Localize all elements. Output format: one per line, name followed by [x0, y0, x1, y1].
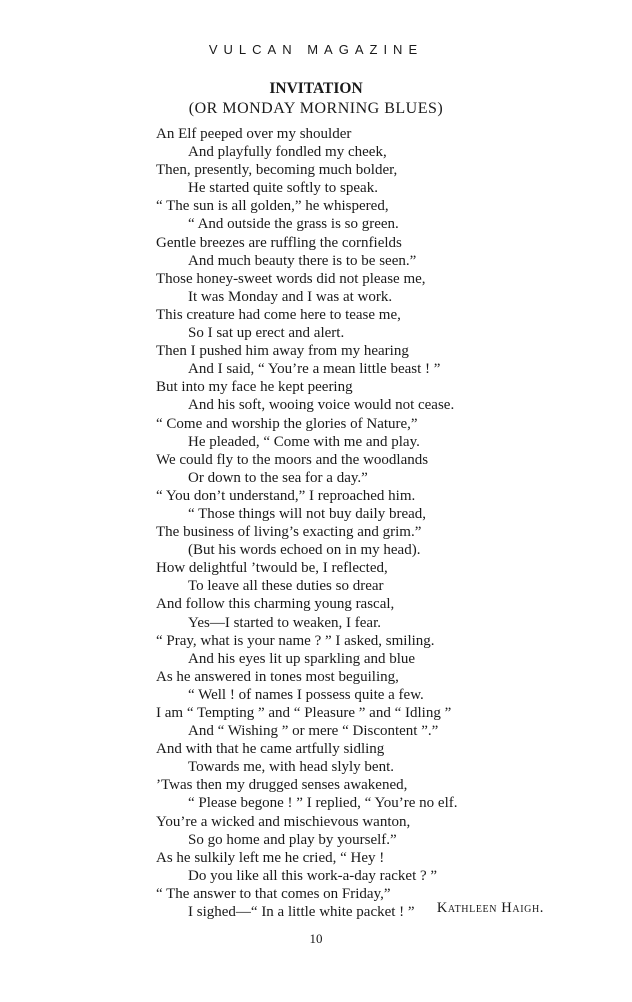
- poem-line: He started quite softly to speak.: [188, 180, 378, 197]
- running-head: VULCAN MAGAZINE: [208, 42, 424, 57]
- poem-line: “ Those things will not buy daily bread,: [188, 505, 427, 522]
- poem-line: “ The sun is all golden,” he whispered,: [156, 198, 389, 215]
- poem-body: [156, 125, 616, 921]
- poem-line: And his soft, wooing voice would not cease.: [188, 397, 455, 414]
- poem-line: Or down to the sea for a day.”: [188, 469, 368, 486]
- poem-line: Gentle breezes are ruffling the cornfields: [156, 234, 402, 251]
- poem-line: As he answered in tones most beguiling,: [156, 668, 399, 685]
- poem-line: And follow this charming young rascal,: [156, 596, 395, 613]
- poem-line: We could fly to the moors and the woodlands: [156, 451, 429, 468]
- poem-line: To leave all these duties so drear: [188, 578, 384, 595]
- poem-line: So I sat up erect and alert.: [188, 325, 345, 342]
- poem-line: You’re a wicked and mischievous wanton,: [156, 813, 411, 830]
- poem-author: Kathleen Haigh.: [436, 900, 544, 916]
- poem-line: Those honey-sweet words did not please me,: [156, 270, 426, 287]
- poem-line: He pleaded, “ Come with me and play.: [188, 433, 420, 450]
- poem-line: And much beauty there is to be seen.”: [188, 252, 417, 269]
- poem-line: “ Come and worship the glories of Nature,”: [156, 415, 418, 432]
- poem-line: I am “ Tempting ” and “ Pleasure ” and “ Idling ”: [156, 705, 452, 721]
- poem-line: And playfully fondled my cheek,: [188, 144, 387, 161]
- poem-subtitle: (OR MONDAY MORNING BLUES): [188, 100, 444, 117]
- poem-line: And I said, “ You’re a mean little beast ! ”: [188, 361, 441, 378]
- poem-line: Then I pushed him away from my hearing: [156, 343, 409, 360]
- poem-line: (But his words echoed on in my head).: [188, 542, 421, 559]
- poem-line: How delightful ’twould be, I reflected,: [156, 560, 388, 577]
- poem-line: So go home and play by yourself.”: [188, 831, 397, 848]
- poem-line: ’Twas then my drugged senses awakened,: [156, 777, 408, 794]
- poem-line: But into my face he kept peering: [156, 379, 353, 396]
- poem-line: I sighed—“ In a little white packet ! ”: [188, 904, 415, 921]
- poem-title: INVITATION: [269, 80, 363, 97]
- poem-line: The business of living’s exacting and grim.”: [156, 524, 422, 541]
- poem-line: Towards me, with head slyly bent.: [188, 759, 394, 776]
- poem-line: And “ Wishing ” or mere “ Discontent ”.”: [188, 723, 439, 740]
- poem-line: “ Please begone ! ” I replied, “ You’re no elf.: [188, 795, 458, 812]
- poem-line: It was Monday and I was at work.: [188, 288, 393, 305]
- poem-line: Do you like all this work-a-day racket ? ”: [188, 867, 438, 884]
- poem-line: An Elf peeped over my shoulder: [156, 126, 352, 142]
- poem-line: “ And outside the grass is so green.: [188, 216, 399, 233]
- poem-line: And with that he came artfully sidling: [156, 741, 385, 758]
- poem-line: “ Pray, what is your name ? ” I asked, smiling.: [156, 632, 435, 649]
- poem-line: Yes—I started to weaken, I fear.: [188, 614, 382, 631]
- poem-line: “ You don’t understand,” I reproached him.: [156, 487, 416, 504]
- page-number: 10: [309, 931, 323, 946]
- poem-line: As he sulkily left me he cried, “ Hey !: [156, 849, 385, 866]
- poem-line: Then, presently, becoming much bolder,: [156, 162, 398, 179]
- poem-line: This creature had come here to tease me,: [156, 306, 401, 323]
- poem-line: “ Well ! of names I possess quite a few.: [188, 686, 424, 703]
- poem-line: “ The answer to that comes on Friday,”: [156, 885, 391, 902]
- poem-line: And his eyes lit up sparkling and blue: [188, 650, 416, 667]
